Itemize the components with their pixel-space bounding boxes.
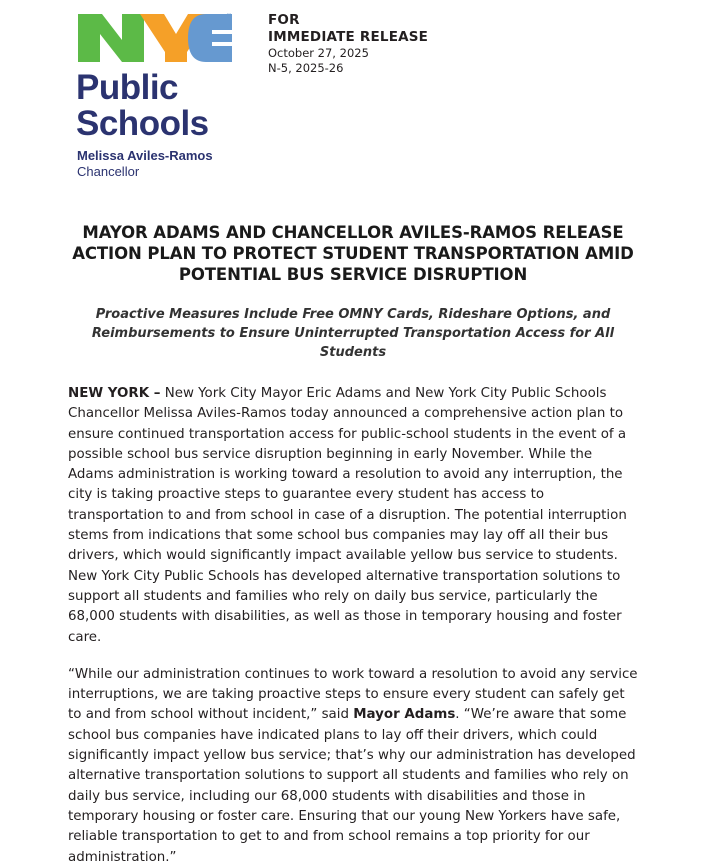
chancellor-name: Melissa Aviles-Ramos xyxy=(77,148,213,163)
paragraph-2 xyxy=(68,665,638,868)
quote-attribution: Mayor Adams xyxy=(353,707,456,723)
paragraph-1 xyxy=(68,384,638,648)
page-title: MAYOR ADAMS AND CHANCELLOR AVILES-RAMOS RELEASE ACTION PLAN TO PROTECT STUDENT TRANSPORTATION AMID POTENTIAL BUS SERVICE DISRUPTION xyxy=(72,223,634,284)
logo-word-schools: Schools xyxy=(76,104,209,143)
quote-part-1: “While our administration continues to work toward a resolution to avoid any service interruptions, we are taking proactive steps to ensure every student can safely get to and from school without incident,” said xyxy=(68,666,638,723)
release-info xyxy=(268,8,706,76)
paragraph-1-text: New York City Mayor Eric Adams and New York City Public Schools Chancellor Melissa Aviles-Ramos today announced a comprehensive action plan to ensure continued transportation access for public-school students in the event of a possible school bus service disruption beginning in early November. While the Adams administration is working toward a resolution to avoid any interruption, the city is taking proactive steps to guarantee every student has access to transportation to and from school in case of a disruption. The potential interruption stems from indications that some school bus companies may lay off all their bus drivers, which would significantly impact available yellow bus service to students. New York City Public Schools has developed alternative transportation solutions to support all students and families who rely on daily bus service, particularly the 68,000 students with disabilities, as well as those in temporary housing and foster care. xyxy=(68,386,627,645)
release-date: October 27, 2025 xyxy=(268,46,369,60)
quote-part-2: . “We’re aware that some school bus companies have indicated plans to lay off their drivers, which could significantly impact yellow bus service; that’s why our administration has developed alternative transportation solutions to support all students and families who rely on daily bus service, including our 68,000 students with disabilities and those in temporary housing or foster care. Ensuring that our young New Yorkers have safe, reliable transportation to get to and from school remains a top priority for our administration.” xyxy=(68,707,636,865)
nyc-wordmark-icon xyxy=(76,8,236,68)
release-label-line1: FOR xyxy=(268,12,300,28)
release-label-line2: IMMEDIATE RELEASE xyxy=(268,29,429,45)
dateline: NEW YORK – xyxy=(68,386,161,401)
logo-word-public: Public xyxy=(76,68,179,107)
body-copy xyxy=(68,384,638,868)
subheadline: Proactive Measures Include Free OMNY Cards, Rideshare Options, and Reimbursements to Ensure Uninterrupted Transportation Access for All Students xyxy=(91,307,615,360)
chancellor-title: Chancellor xyxy=(77,164,140,179)
svg-text:™: ™ xyxy=(226,13,232,20)
release-number: N-5, 2025-26 xyxy=(268,61,344,75)
masthead xyxy=(0,0,706,180)
logo-wordmark-text xyxy=(76,70,258,142)
nyc-public-schools-logo xyxy=(68,8,258,180)
